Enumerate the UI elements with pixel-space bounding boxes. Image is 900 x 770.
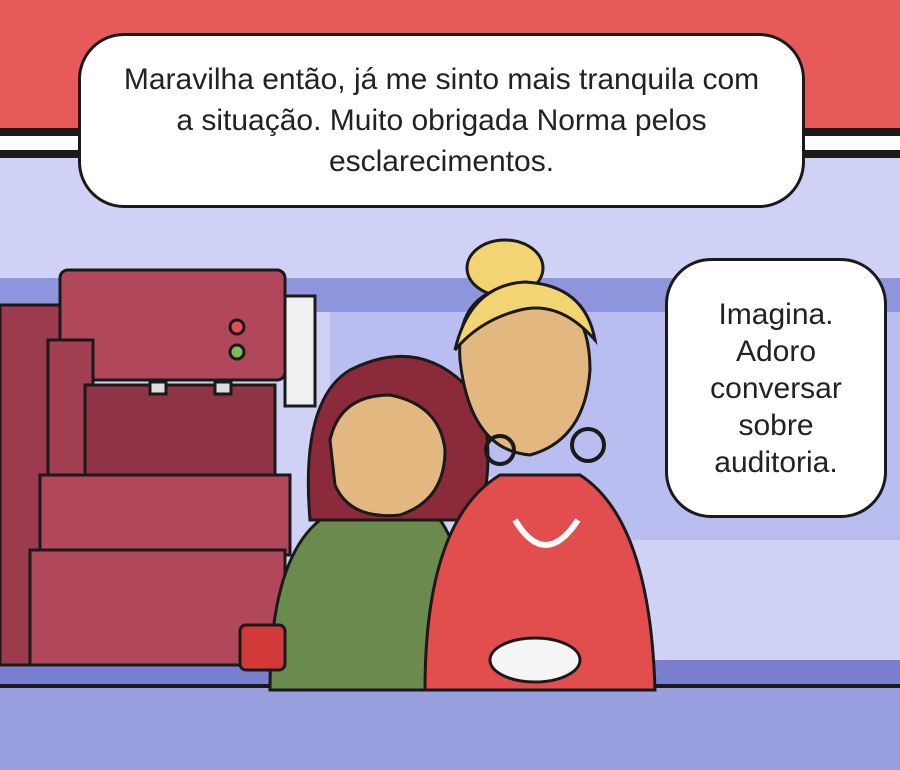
speech-bubble-norma (665, 258, 887, 518)
speech-bubble-1-text: Maravilha então, já me sinto mais tranquila com a situação. Muito obrigada Norma pelos esclarecimentos. (123, 63, 760, 178)
cup-dispenser (285, 296, 315, 406)
coffee-machine (0, 270, 290, 665)
speech-bubble-norma-colleague (78, 33, 805, 208)
speech-bubble-2-text: Imagina. Adoro conversar sobre auditoria. (710, 297, 842, 479)
counter-front (0, 688, 900, 770)
